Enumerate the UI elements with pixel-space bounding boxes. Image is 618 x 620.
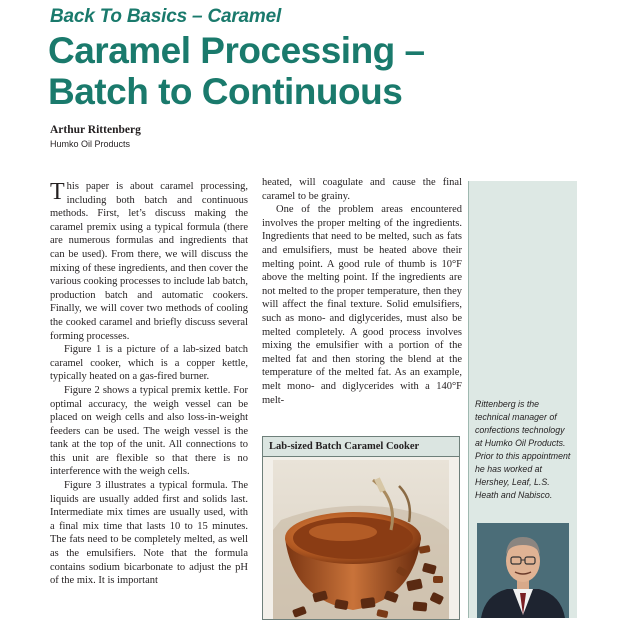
drop-cap: T — [50, 179, 65, 205]
section-kicker: Back To Basics – Caramel — [50, 6, 282, 27]
author-portrait — [477, 523, 569, 618]
article-title — [48, 30, 425, 112]
paragraph-text: his paper is about caramel processing, including both batch and continuous methods. First, let’s discuss making the caramel premix using a typical formula (there are numerous formulas and ingredients that can be used). From there, we will discuss the mixing of these ingredients, and then cover the various cooking processes to include lab batch, production batch and automatic cookers. Finally, we will cover two methods of cooling the cooked caramel and briefly discuss several forming processes. — [50, 181, 248, 342]
body-paragraph: Figure 1 is a picture of a lab-sized batch caramel cooker, which is a copper kettle, typically heated on a gas-fired burner. — [50, 344, 248, 383]
body-paragraph — [50, 180, 248, 343]
caramel-cooker-photo — [273, 460, 449, 619]
body-paragraph: One of the problem areas encountered involves the proper melting of the ingredients. Ingredients that need to be melted, such as fats and emulsifiers, must be heated above their melting point. A good rule of thumb is 10°F above the melting point. If the ingredients are not melted to the proper temperature, then they will affect the final texture. Solid emulsifiers, such as mono- and diglycerides, must also be melted completely. A good process involves mixing the emulsifier with a portion of the melted fat and then storing the blend at the temperature of the melted fat. As an example, melt mono- and diglycerides with a 140°F melt- — [262, 204, 462, 406]
figure-box — [262, 436, 460, 620]
figure-title: Lab-sized Batch Caramel Cooker — [263, 437, 459, 457]
author-name: Arthur Rittenberg — [50, 124, 141, 136]
author-sidebar — [468, 181, 577, 618]
article-title-line1: Caramel Processing – — [48, 30, 425, 71]
body-paragraph: heated, will coagulate and cause the final caramel to be grainy. — [262, 177, 462, 202]
author-bio: Rittenberg is the technical manager of confections technology at Humko Oil Products. Prior to this appointment he has worked at Hershey, Leaf, L.S. Heath and Nabisco. — [475, 399, 571, 500]
body-column-1 — [50, 180, 248, 588]
author-affiliation: Humko Oil Products — [50, 139, 131, 149]
body-column-2 — [262, 176, 462, 407]
article-title-line2: Batch to Continuous — [48, 71, 403, 112]
body-paragraph: Figure 3 illustrates a typical formula. The liquids are usually added first and solids last. Intermediate mix times are usually used, with a final mix time that lasts 10 to 15 minutes. The fats need to be completely melted, as well as the emulsifiers. Note that the formula contains sodium bicarbonate to adjust the pH of the mix. It is important — [50, 480, 248, 587]
body-paragraph: Figure 2 shows a typical premix kettle. For optimal accuracy, the weigh vessel can be placed on weigh cells and also loss-in-weight feeders can be used. The weigh vessel is the tank at the top of the unit. All connections to this unit are flexible so that there is no interference with the weigh cells. — [50, 384, 248, 478]
